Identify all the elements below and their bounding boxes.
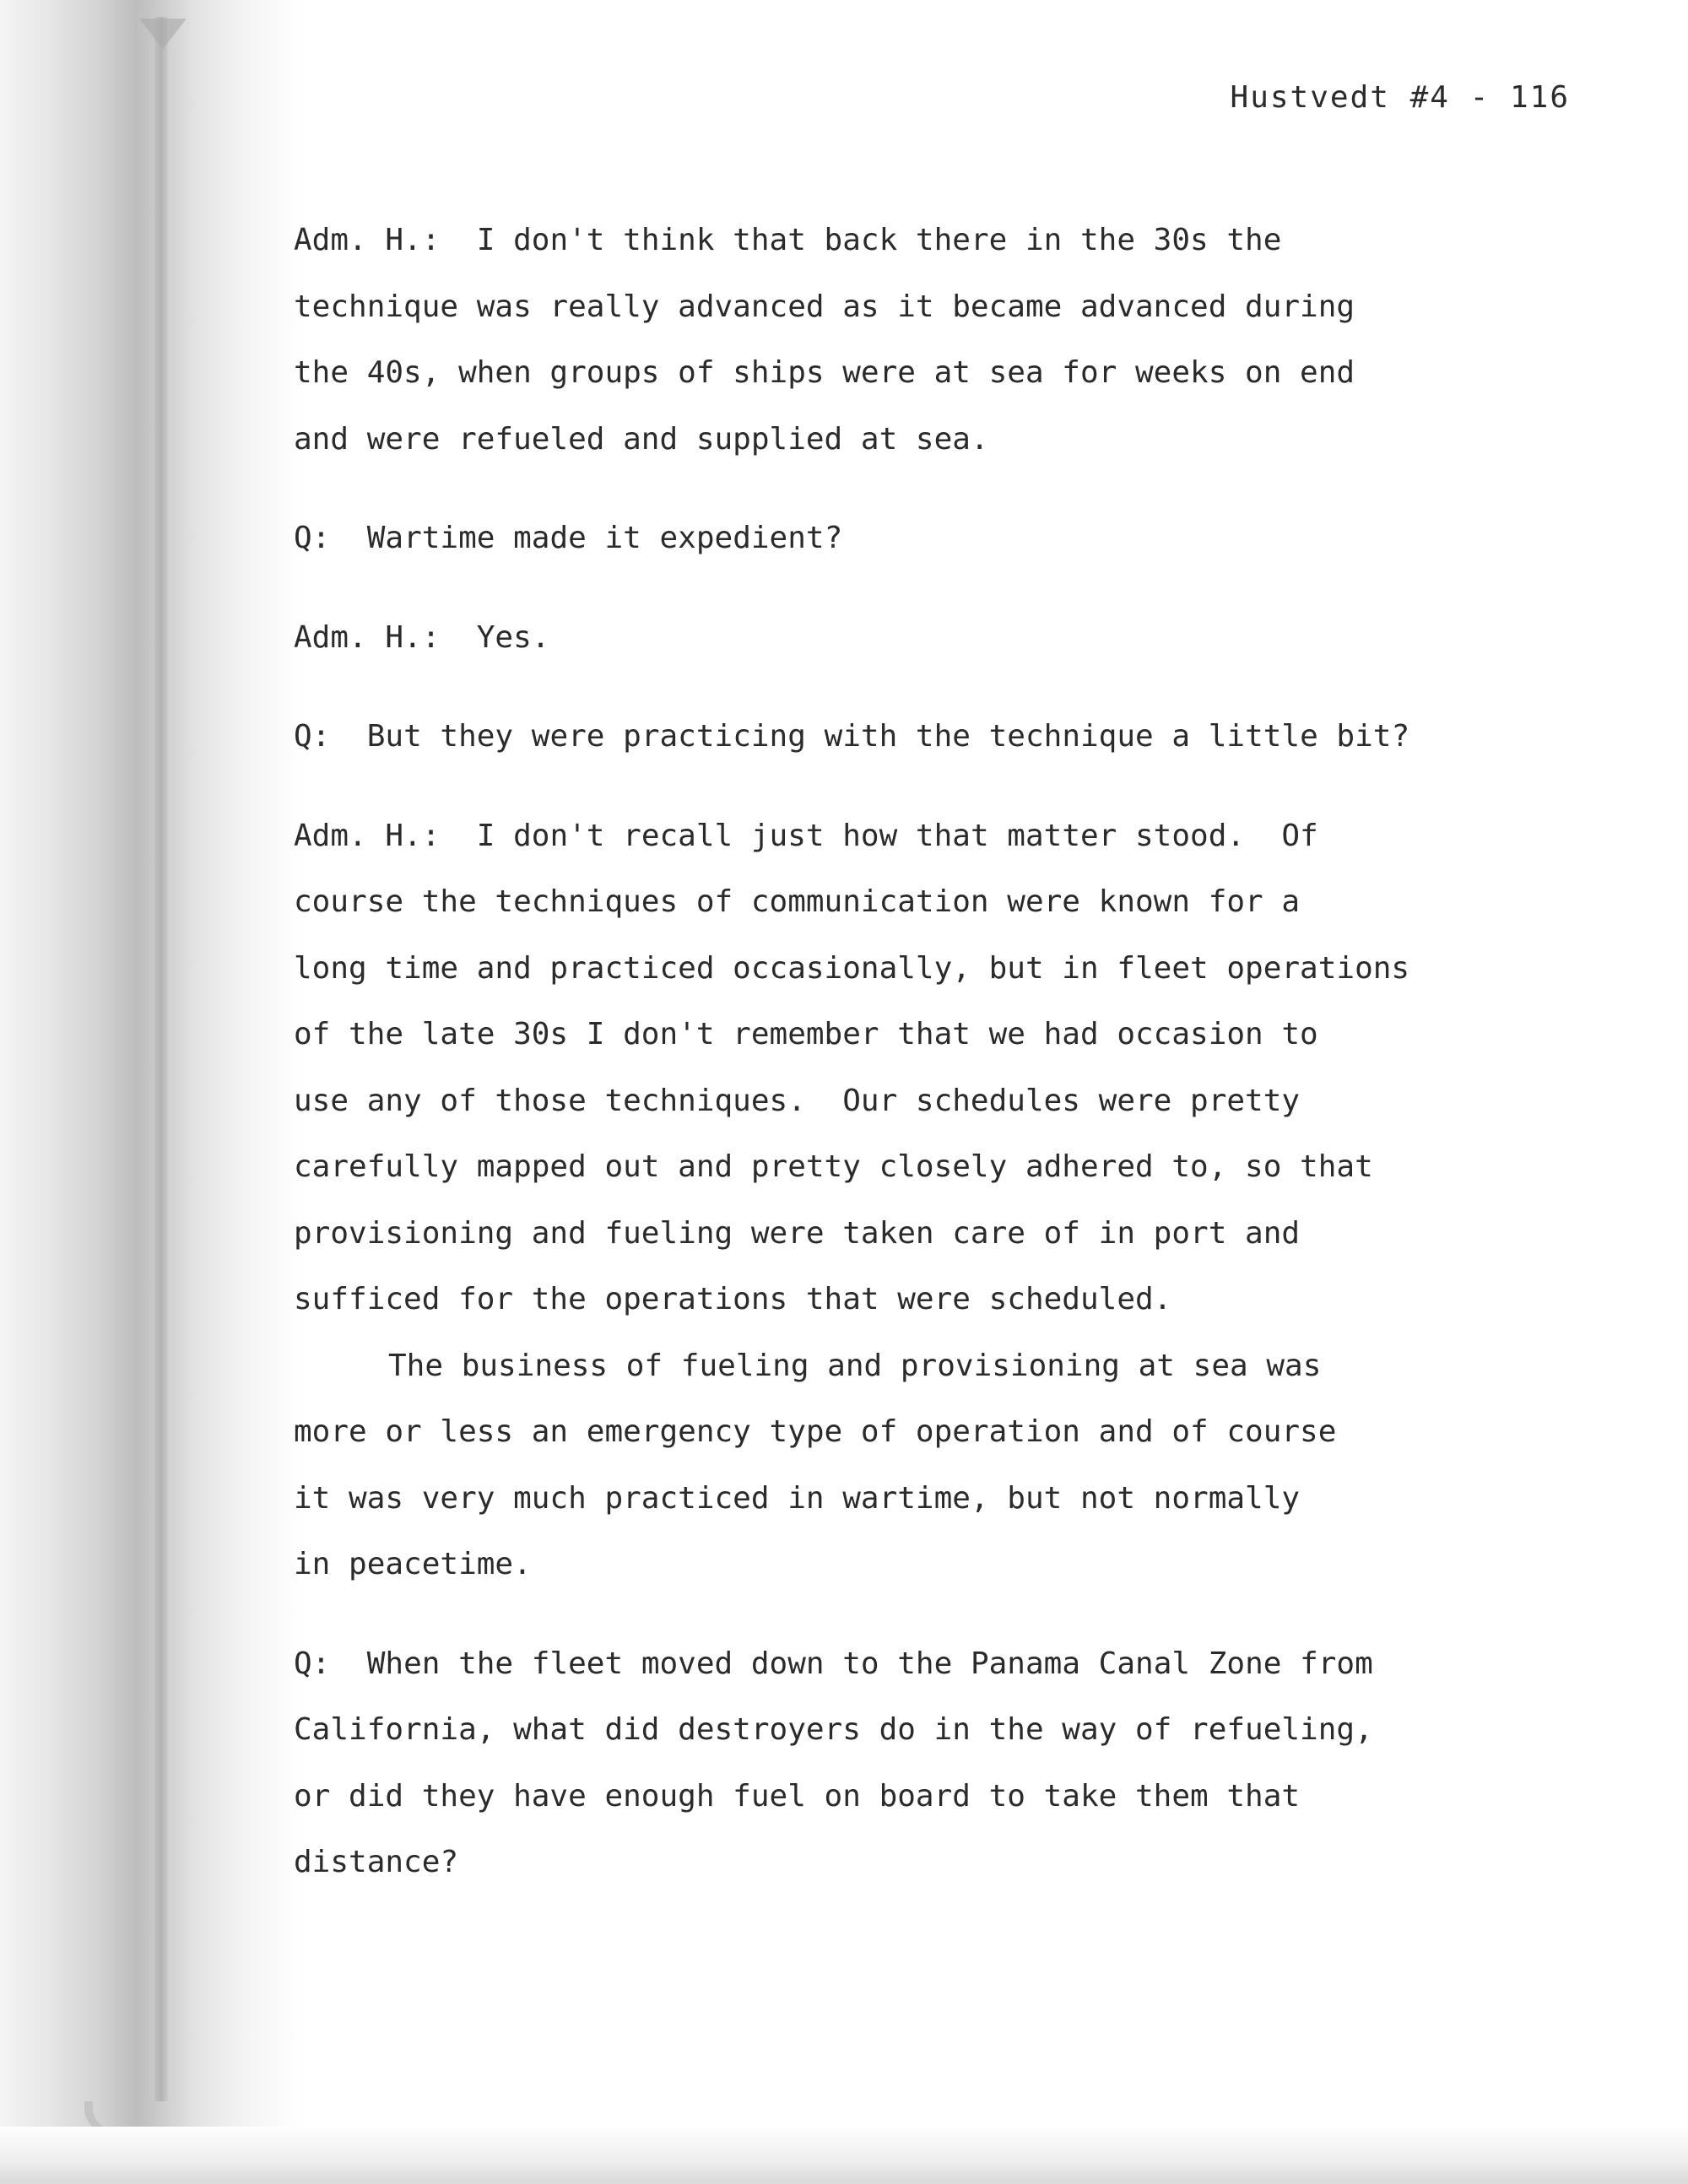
transcript-paragraph <box>294 605 1610 672</box>
binding-shadow <box>0 0 304 2184</box>
text-line: use any of those techniques. Our schedules were pretty <box>294 1083 1301 1118</box>
line-text: When the fleet moved down to the Panama Canal Zone from <box>366 1646 1373 1681</box>
transcript-body <box>294 208 1610 1929</box>
speaker-label: Adm. H.: <box>294 619 441 655</box>
binding-top-mark <box>139 19 187 49</box>
text-line: California, what did destroyers do in the way of refueling, <box>294 1712 1373 1747</box>
speaker-label: Q: <box>294 1646 331 1681</box>
line-text: I don't recall just how that matter stood. Of <box>476 818 1318 853</box>
speaker-label: Adm. H.: <box>294 818 441 853</box>
transcript-paragraph <box>294 208 1610 473</box>
text-line: of the late 30s I don't remember that we had occasion to <box>294 1017 1318 1051</box>
text-line: the 40s, when groups of ships were at sea for weeks on end <box>294 355 1355 390</box>
text-line: carefully mapped out and pretty closely adhered to, so that <box>294 1149 1373 1184</box>
text-line: in peacetime. <box>294 1547 532 1581</box>
speaker-label: Q: <box>294 521 331 555</box>
transcript-paragraph <box>294 1631 1610 1896</box>
text-line <box>294 505 1610 572</box>
text-line: more or less an emergency type of operation and of course <box>294 1414 1337 1449</box>
line-text: But they were practicing with the technique a little bit? <box>366 719 1410 754</box>
text-line: long time and practiced occasionally, but in fleet operations <box>294 950 1410 986</box>
text-line <box>294 208 1610 274</box>
line-text: Yes. <box>476 619 550 655</box>
text-line: distance? <box>294 1845 459 1879</box>
transcript-paragraph <box>294 704 1610 770</box>
text-line: course the techniques of communication were known for a <box>294 884 1301 919</box>
transcript-paragraph <box>294 803 1610 1333</box>
text-line: technique was really advanced as it became advanced during <box>294 289 1355 324</box>
transcript-paragraph <box>294 1333 1610 1598</box>
text-line: sufficed for the operations that were scheduled. <box>294 1282 1172 1316</box>
page-header: Hustvedt #4 - 116 <box>1230 80 1570 115</box>
text-line: and were refueled and supplied at sea. <box>294 421 989 457</box>
text-line <box>294 803 1610 870</box>
line-text: I don't think that back there in the 30s the <box>476 223 1282 257</box>
speaker-label: Q: <box>294 719 331 754</box>
text-line: or did they have enough fuel on board to take them that <box>294 1778 1301 1814</box>
text-line <box>294 704 1610 770</box>
transcript-paragraph <box>294 505 1610 572</box>
text-line: it was very much practiced in wartime, but not normally <box>294 1480 1301 1516</box>
line-text: Wartime made it expedient? <box>366 521 843 555</box>
text-line <box>294 1631 1610 1698</box>
page-bottom-edge <box>0 2127 1688 2184</box>
text-line: provisioning and fueling were taken care of in port and <box>294 1215 1301 1251</box>
binding-crease <box>154 17 168 2101</box>
text-line <box>294 605 1610 672</box>
speaker-label: Adm. H.: <box>294 223 441 257</box>
text-line: The business of fueling and provisioning at sea was <box>388 1348 1322 1383</box>
